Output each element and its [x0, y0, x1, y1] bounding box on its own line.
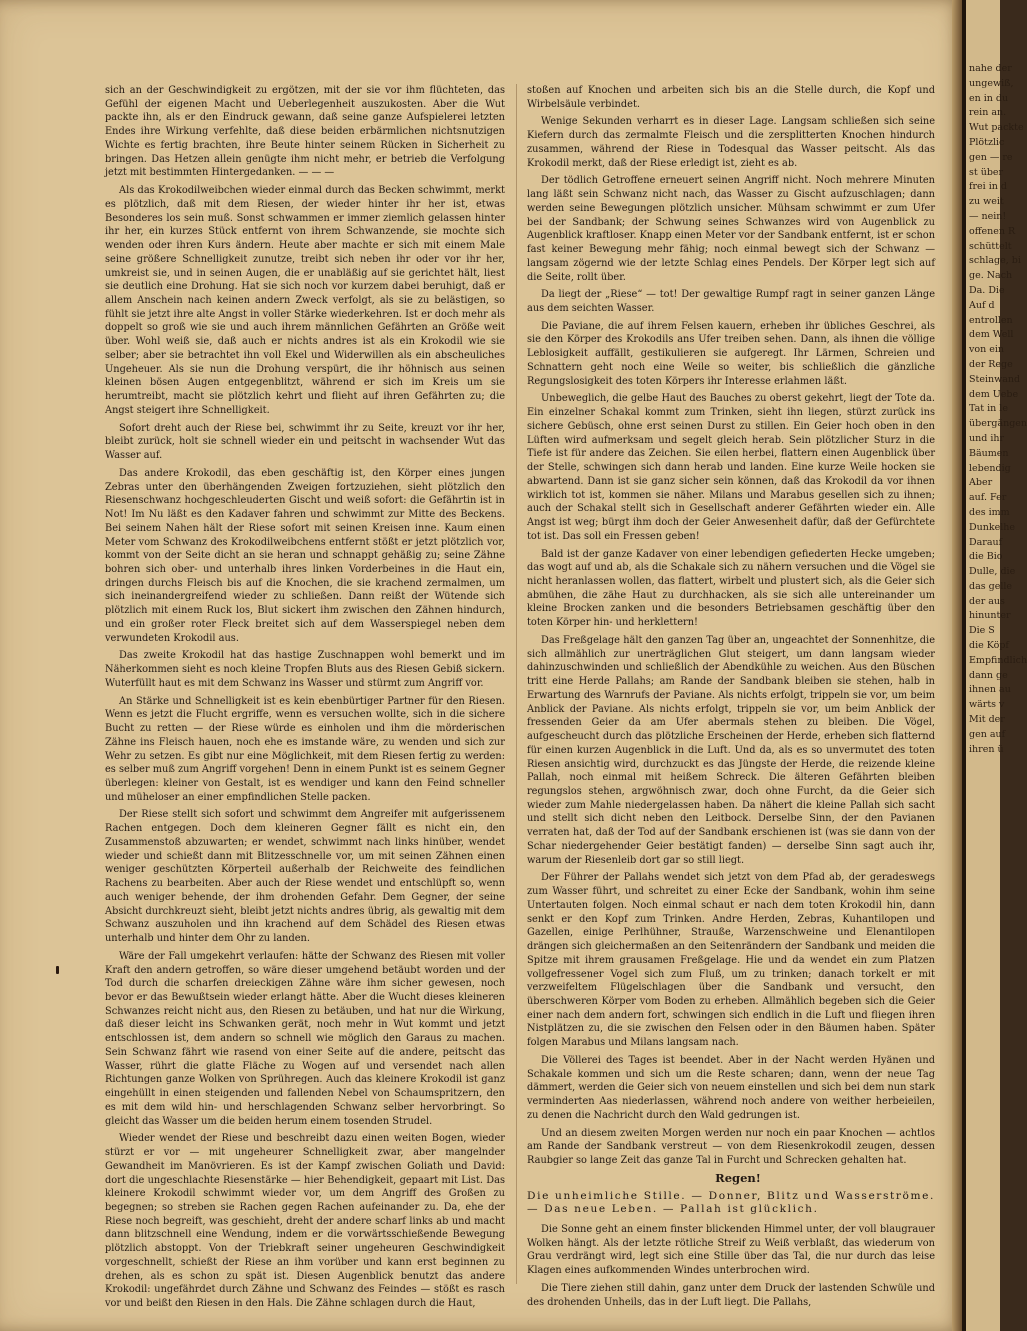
- paragraph: Der tödlich Getroffene erneuert seinen Angriff nicht. Noch mehrere Minuten lang läßt sein Schwanz nicht nach, das Wasser zu Gischt aufzuschlagen; dann werden seine Bewegungen plötzlich unsicher. Mühsam schwimmt er zum Ufer bei der Sandbank; der Schwung seines Schwanzes wird von Augenblick zu Augenblick kraftloser. Knapp einen Meter vor der Sandbank entfernt, ist er schon fast keiner Bewegung mehr fähig; noch einmal bewegt sich der Schwanz — langsam zögernd wie der letzte Schlag eines Pendels. Der Körper legt sich auf die Seite, rollt über.: [527, 175, 935, 283]
- adjacent-page-line: Wut packte: [969, 122, 1024, 134]
- adjacent-page-line: und ihr: [969, 432, 1005, 444]
- adjacent-page-line: entrollen: [969, 314, 1013, 326]
- paragraph: sich an der Geschwindigkeit zu ergötzen, mit der sie vor ihm flüchteten, das Gefühl der eigenen Macht und Ueberlegenheit auszukosten. Aber die Wut packte ihn, als er den Eindruck gewann, daß seine ganze Aufspielerei letzten Endes ihre Wirkung verfehlte, daß diese beiden erbärmlichen nichtsnutzigen Wichte es fertig brachten, ihre Beute hinter seinem Rücken in Sicherheit zu bringen. Das Hetzen allein genügte ihm nicht mehr, er betrieb die Verfolgung jetzt mit bestimmten Hintergedanken. — — —: [105, 85, 505, 179]
- chapter-heading: Regen!: [715, 1170, 761, 1185]
- adjacent-page-line: der aus: [969, 595, 1005, 607]
- paragraph: Der Führer der Pallahs wendet sich jetzt von dem Pfad ab, der geradeswegs zum Wasser führt, und schreitet zu einer Ecke der Sandbank, wohin ihm seine Untertauten folgen. Noch einmal schaut er nach dem toten Krokodil hin, dann senkt er den Kopf zum Trinken. Andre Herden, Zebras, Kuhantilopen und Gazellen, einige Perlhühner, Strauße, Warzenschweine und Elenantilopen drängen sich gleichermaßen an den Seitenrändern der Sandbank und meiden die Spitze mit ihrem grausamen Freßgelage. Hie und da wendet ein zum Platzen vollgefressener Vogel sich zum Fluß, um zu trinken; danach torkelt er mit verzweifeltem Flügelschlagen über die Sandbank und versucht, den überschweren Körper vom Boden zu erheben. Allmählich begeben sich die Geier einer nach dem andern fort, schwingen sich endlich in die Luft und fliegen ihren Nistplätzen zu, die sie zwischen den Felsen oder in den Bäumen haben. Später folgen Marabus und Milans langsam nach.: [527, 872, 935, 1049]
- adjacent-page-line: ihren ü: [969, 743, 1004, 755]
- paragraph: Bald ist der ganze Kadaver von einer lebendigen gefiederten Hecke umgeben; das wogt auf und ab, als die Schakale sich zu nähern versuchen und die Vögel sie nicht heranlassen wollen, das flattert, wirbelt und plustert sich, als die Geier sich abmühen, die zähe Haut zu durchhacken, als sie sich alle untereinander um kleine Brocken zanken und die besonders Betriebsamen geschäftig über den toten Körper hin- und herklettern!: [527, 548, 935, 629]
- adjacent-page-line: lebendig: [969, 462, 1011, 474]
- adjacent-page-line: nahe der: [969, 63, 1012, 74]
- adjacent-page-line: ungewiß,: [969, 77, 1014, 89]
- adjacent-page-line: Bäumen: [969, 447, 1009, 459]
- adjacent-page-line: wärts v: [969, 699, 1005, 711]
- adjacent-page-line: Darauf: [969, 536, 1003, 548]
- adjacent-page-line: ihnen au: [969, 684, 1011, 696]
- adjacent-page-line: zu weit: [969, 196, 1004, 208]
- adjacent-page-line: Da. Die: [969, 284, 1005, 296]
- paragraph: Wenige Sekunden verharrt es in dieser Lage. Langsam schließen sich seine Kiefern durch das zermalmte Fleisch und die zersplitterten Knochen hindurch zusammen, während der Riese in Todesqual das Wasser peitscht. Als das Krokodil merkt, daß der Riese erledigt ist, zieht es ab.: [527, 116, 935, 169]
- adjacent-page-line: gen auf: [969, 728, 1006, 740]
- adjacent-page-line: frei in d: [969, 181, 1007, 193]
- adjacent-page-line: auf. Fer: [969, 492, 1007, 504]
- paragraph: Wäre der Fall umgekehrt verlaufen: hätte der Schwanz des Riesen mit voller Kraft den andern getroffen, so wäre dieser umgehend betäubt worden und der Tod durch die scharfen dreieckigen Zähne wäre ihm sicher gewesen, noch bevor er das Bewußtsein wieder erlangt hätte. Aber die Wucht dieses kleineren Schwanzes reicht nicht aus, den Riesen zu betäuben, und hat nur die Wirkung, daß dieser leicht ins Schwanken gerät, noch mehr in Wut kommt und jetzt entschlossen ist, dem andern so schnell wie möglich den Garaus zu machen. Sein Schwanz fährt wie rasend von einer Seite auf die andere, peitscht das Wasser, rührt die glatte Fläche zu Wogen auf und versendet nach allen Richtungen ganze Wolken von Sprühregen. Auch das kleinere Krokodil ist ganz eingehüllt in einen steigenden und fallenden Nebel von Schaumspritzern, den es mit dem wild hin- und herschlagenden Schwanz selber hervorbringt. So gleicht das Wasser um die beiden herum einem tosenden Strudel.: [105, 950, 505, 1127]
- ink-speck: [56, 966, 59, 974]
- left-text-column: [105, 84, 505, 1315]
- adjacent-page-line: offenen R: [969, 225, 1016, 237]
- adjacent-page-fragment: [966, 0, 1027, 1331]
- adjacent-page-line: Dulle, die: [969, 566, 1016, 578]
- adjacent-page-line: Steinwand: [969, 373, 1021, 385]
- adjacent-page-line: dem Well: [969, 329, 1014, 341]
- adjacent-page-line: schlage, bi: [969, 255, 1021, 267]
- adjacent-page-line: Mit der: [969, 714, 1005, 726]
- paragraph: Als das Krokodilweibchen wieder einmal durch das Becken schwimmt, merkt es plötzlich, daß mit dem Riesen, der wieder hinter ihr her ist, etwas Besonderes los sein muß. Sonst schwammen er immer ziemlich gelassen hinter ihr her, ein kurzes Stück entfernt von ihrem Schwanzende, sie mochte sich wenden oder ihren Kurs ändern. Heute aber machte er sich mit einem Male seine größere Schnelligkeit zunutze, treibt sich neben ihr oder vor ihr her, umkreist sie, und in seinen Augen, die er unabläßig auf sie gerichtet hält, liest sie deutlich eine Drohung. Hat sie sich noch vor kurzem dabei beruhigt, daß er allem Anschein nach keinen andern Zweck verfolgt, als sie zu belästigen, so fühlt sie jetzt ihre alte Angst in voller Stärke wiederkehren. Ist er doch mehr als doppelt so groß wie sie und auch ihrem männlichen Gefährten an Größe weit über. Wohl weiß sie, daß auch er nichts andres ist als ein Krokodil wie sie selber; aber sie betrachtet ihn voll Ekel und Widerwillen als ein abscheuliches Ungeheuer. Als sie nun die Drohung verspürt, die ihr höhnisch aus seinen kleinen bösen Augen entgegenblitzt, während er sich im Kreis um sie herumtreibt, macht sie plötzlich kehrt und flieht auf ihren Gefährten zu; die Angst steigert ihre Schnelligkeit.: [105, 185, 505, 416]
- paragraph: Die Völlerei des Tages ist beendet. Aber in der Nacht werden Hyänen und Schakale kommen und sich um die Reste scharen; dann, wenn der neue Tag dämmert, werden die Geier sich von neuem einstellen und sich bei dem nun stark verminderten Aas niederlassen, während noch andere von weither herbeieilen, zu denen die Nachricht durch den Wald gedrungen ist.: [527, 1054, 935, 1121]
- adjacent-page-line: gen — re: [969, 151, 1013, 163]
- adjacent-page-line: Auf d: [969, 299, 995, 311]
- adjacent-page-line: Empfindlich: [969, 654, 1027, 666]
- adjacent-page-line: hinunter: [969, 610, 1011, 622]
- paragraph: Die Sonne geht an einem finster blickenden Himmel unter, der voll blaugrauer Wolken hängt. Als der letzte rötliche Streif zu Weiß verblaßt, das wiederum von Grau verdrängt wird, legt sich eine Stille über das Tal, die nur durch das leise Klagen eines aufkommenden Windes unterbrochen wird.: [527, 1224, 935, 1277]
- adjacent-page-line: Die S: [969, 625, 995, 637]
- adjacent-page-line: des imm: [969, 506, 1010, 518]
- column-divider: [516, 84, 517, 1284]
- paragraph: stoßen auf Knochen und arbeiten sich bis an die Stelle durch, die Kopf und Wirbelsäule verbindet.: [527, 85, 935, 110]
- adjacent-page-line: schüttelt: [969, 240, 1012, 252]
- adjacent-page-text: [966, 0, 1027, 757]
- adjacent-page-line: rein an.: [969, 107, 1007, 119]
- adjacent-page-line: der Rege: [969, 358, 1013, 370]
- adjacent-page-line: die Bio: [969, 551, 1003, 563]
- adjacent-page-line: Dunkelhe: [969, 521, 1016, 533]
- adjacent-page-line: übergängen: [969, 418, 1027, 430]
- paragraph: Die Tiere ziehen still dahin, ganz unter dem Druck der lastenden Schwüle und des drohenden Unheils, das in der Luft liegt. Die Pallahs,: [527, 1282, 935, 1308]
- paragraph: Das Freßgelage hält den ganzen Tag über an, ungeachtet der Sonnenhitze, die sich allmählich zur unerträglichen Glut steigert, um dann langsam wieder dahinzuschwinden und schließlich der Abendkühle zu weichen. Aus den Büschen tritt eine Herde Pallahs; am Rande der Sandbank bleiben sie stehen, halb in Erwartung des Warnrufs der Paviane. Als nichts erfolgt, trippeln sie vor, um beim Anblick der Paviane. Als nichts erfolgt, trippeln sie vor, um beim Anblick der fressenden Geier da am Ufer abermals stehen zu bleiben. Die Vögel, aufgescheucht durch das plötzliche Erscheinen der Herde, erheben sich flatternd für einen kurzen Augenblick in die Luft. Und da, als es so unvermutet des toten Riesen ansichtig wird, durchzuckt es das Jüngste der Herde, die reizende kleine Pallah, noch einmal mit heißem Schreck. Die älteren Gefährten bleiben regungslos stehen, argwöhnisch zwar, doch ohne Furcht, da die Geier sich wieder zum Mahle niedergelassen haben. Da nähert die kleine Pallah sich sacht und stellt sich dicht neben den Leitbock. Derselbe Sinn, der den Pavianen verraten hat, daß der Tod auf der Sandbank erschienen ist (was sie dann von der Schar niedergehender Geier bestätigt fanden) — derselbe Sinn sagt auch ihr, warum der Riesenleib dort gar so still liegt.: [527, 634, 935, 866]
- adjacent-page-line: dann ge: [969, 669, 1008, 681]
- right-text-column: [527, 84, 935, 1313]
- page-edge-shadow: [952, 0, 962, 1331]
- adjacent-page-line: das gelle: [969, 580, 1013, 592]
- paragraph: Da liegt der „Riese“ — tot! Der gewaltige Rumpf ragt in seiner ganzen Länge aus dem seichten Wasser.: [527, 289, 935, 315]
- adjacent-page-line: en in du: [969, 92, 1009, 104]
- adjacent-page-line: von ein: [969, 344, 1005, 356]
- paragraph: An Stärke und Schnelligkeit ist es kein ebenbürtiger Partner für den Riesen. Wenn es jetzt die Flucht ergriffe, wenn es versuchen wollte, sich in die sichere Bucht zu retten — der Riese würde es einholen und ihm die mörderischen Zähne ins Fleisch hauen, noch ehe es imstande wäre, zu wenden und sich zur Wehr zu setzen. Es gibt nur eine Möglichkeit, mit dem Riesen fertig zu werden: es selber muß zum Angriff vorgehen! Denn in einem Punkt ist es seinem Gegner überlegen: kleiner von Gestalt, ist es wendiger und kann den Feind schneller und müheloser an einer empfindlichen Stelle packen.: [105, 695, 505, 803]
- paragraph: Unbeweglich, die gelbe Haut des Bauches zu oberst gekehrt, liegt der Tote da. Ein einzelner Schakal kommt zum Trinken, sieht ihn liegen, stürzt zurück ins sichere Gebüsch, ohne erst seinen Durst zu stillen. Ein Geier hoch oben in den Lüften wird aufmerksam und segelt gleich herab. Sein plötzlicher Sturz in die Tiefe ist für andere das Zeichen. Sie eilen herbei, flattern einen Augenblick über der Stelle, schwingen sich dann herab und landen. Eine kurze Weile hocken sie abwartend. Dann ist sie ganz sicher sein können, daß das Krokodil da vor ihnen wirklich tot ist, kommen sie näher. Milans und Marabus gesellen sich zu ihnen; auch der Schakal stellt sich in Gesellschaft anderer Gefährten wieder ein. Alle Angst ist weg; bürgt ihm doch der Geier Anwesenheit dafür, daß der Gefürchtete tot ist. Das soll ein Fressen geben!: [527, 393, 935, 542]
- adjacent-page-line: Tat in le: [969, 403, 1008, 415]
- adjacent-page-line: Plötzlic: [969, 136, 1005, 148]
- adjacent-page-line: die Köpf: [969, 640, 1009, 652]
- paragraph: Der Riese stellt sich sofort und schwimmt dem Angreifer mit aufgerissenem Rachen entgegen. Doch dem kleineren Gegner fällt es nicht ein, den Zusammenstoß abzuwarten; er wendet, schwimmt nach links hinüber, wendet wieder und schießt dann mit Blitzesschnelle vor, um mit seinen Zähnen einen weniger geschützten Körperteil außerhalb der Reichweite des feindlichen Rachens zu bearbeiten. Aber auch der Riese wendet und entschlüpft so, wenn auch weniger behende, der ihm drohenden Gefahr. Dem Gegner, der seine Absicht durchkreuzt sieht, bleibt jetzt nichts andres übrig, als gewaltig mit dem Schwanz auszuholen und ihn krachend auf dem Schädel des Riesen etwas unterhalb und hinter dem Ohr zu landen.: [105, 809, 505, 945]
- adjacent-page-line: ge. Nach: [969, 270, 1013, 282]
- adjacent-page-line: — nein!: [969, 210, 1007, 222]
- paragraph: Das andere Krokodil, das eben geschäftig ist, den Körper eines jungen Zebras unter den überhängenden Zweigen fortzuziehen, sieht plötzlich den Riesenschwanz hochgeschleuderten Gischt und weiß sofort: die Gefährtin ist in Not! Im Nu läßt es den Kadaver fahren und schwimmt zur Mitte des Beckens. Bei seinem Nahen hält der Riese sofort mit seinen Kreisen inne. Kaum einen Meter vom Schwanz des Krokodilweibchens entfernt stößt er jetzt plötzlich vor, kommt von der Seite dicht an sie heran und schnappt gehäßig zu; seine Zähne bohren sich ober- und unterhalb ihres linken Vorderbeines in die Haut ein, dringen durchs Fleisch bis auf die Knochen, die sie krachend zermalmen, um sich ineinandergreifend wieder zu schließen. Dann reißt der Wütende sich plötzlich mit einem Ruck los, Blut sickert ihm zwischen den Zähnen hindurch, und ein großer roter Fleck breitet sich auf dem Wasserspiegel neben dem verwundeten Krokodil aus.: [105, 467, 505, 644]
- paragraph: Die Paviane, die auf ihrem Felsen kauern, erheben ihr übliches Geschrei, als sie den Körper des Krokodils ans Ufer treiben sehen. Dann, als ihnen die völlige Leblosigkeit auffällt, gestikulieren sie aufgeregt. Ihr Lärmen, Schreien und Schnattern geht noch eine Weile so weiter, bis schließlich die gänzliche Regungslosigkeit des toten Körpers ihr Interesse erlahmen läßt.: [527, 320, 935, 387]
- adjacent-page-line: Aber: [969, 477, 993, 489]
- paragraph: Das zweite Krokodil hat das hastige Zuschnappen wohl bemerkt und im Näherkommen sieht es noch kleine Tropfen Bluts aus des Riesen Gebiß sickern. Wuterfüllt haut es mit dem Schwanz ins Wasser und stürmt zum Angriff vor.: [105, 650, 505, 689]
- chapter-summary: Die unheimliche Stille. — Donner, Blitz und Wasserströme. — Das neue Leben. — Pallah ist glücklich.: [527, 1189, 935, 1216]
- paragraph: Sofort dreht auch der Riese bei, schwimmt ihr zu Seite, kreuzt vor ihr her, bleibt zurück, holt sie schnell wieder ein und peitscht in wachsender Wut das Wasser auf.: [105, 422, 505, 462]
- paragraph: Und an diesem zweiten Morgen werden nur noch ein paar Knochen — achtlos am Rande der Sandbank verstreut — von dem Riesenkrokodil zeugen, dessen Raubgier so lange Zeit das ganze Tal in Furcht und Schrecken gehalten hat.: [527, 1127, 935, 1167]
- adjacent-page-line: st über: [969, 166, 1004, 178]
- paragraph: Wieder wendet der Riese und beschreibt dazu einen weiten Bogen, wieder stürzt er vor — mit ungeheurer Schnelligkeit zwar, aber mangelnder Gewandheit im Manövrieren. Es ist der Kampf zwischen Goliath und David: dort die ungeschlachte Riesenstärke — hier Behendigkeit, gepaart mit List. Das kleinere Krokodil schwimmt wieder vor, um dem Angriff des Großen zu begegnen; so streben sie Rachen gegen Rachen aufeinander zu. Da, ehe der Riese noch begreift, was geschieht, dreht der andere scharf links ab und macht dann blitzschnell eine Wendung, indem er die vorwärtsschießende Bewegung plötzlich abstoppt. Von der Triebkraft seiner ungeheuren Geschwindigkeit vorgeschnellt, schießt der Riese an ihm vorüber und kann erst beginnen zu drehen, als es schon zu spät ist. Diesen Augenblick benutzt das andere Krokodil: ungefährdet durch Zähne und Schwanz des Feindes — stößt es rasch vor und beißt den Riesen in den Hals. Die Zähne schlagen durch die Haut,: [105, 1133, 505, 1310]
- adjacent-page-line: dem Uebe: [969, 388, 1019, 400]
